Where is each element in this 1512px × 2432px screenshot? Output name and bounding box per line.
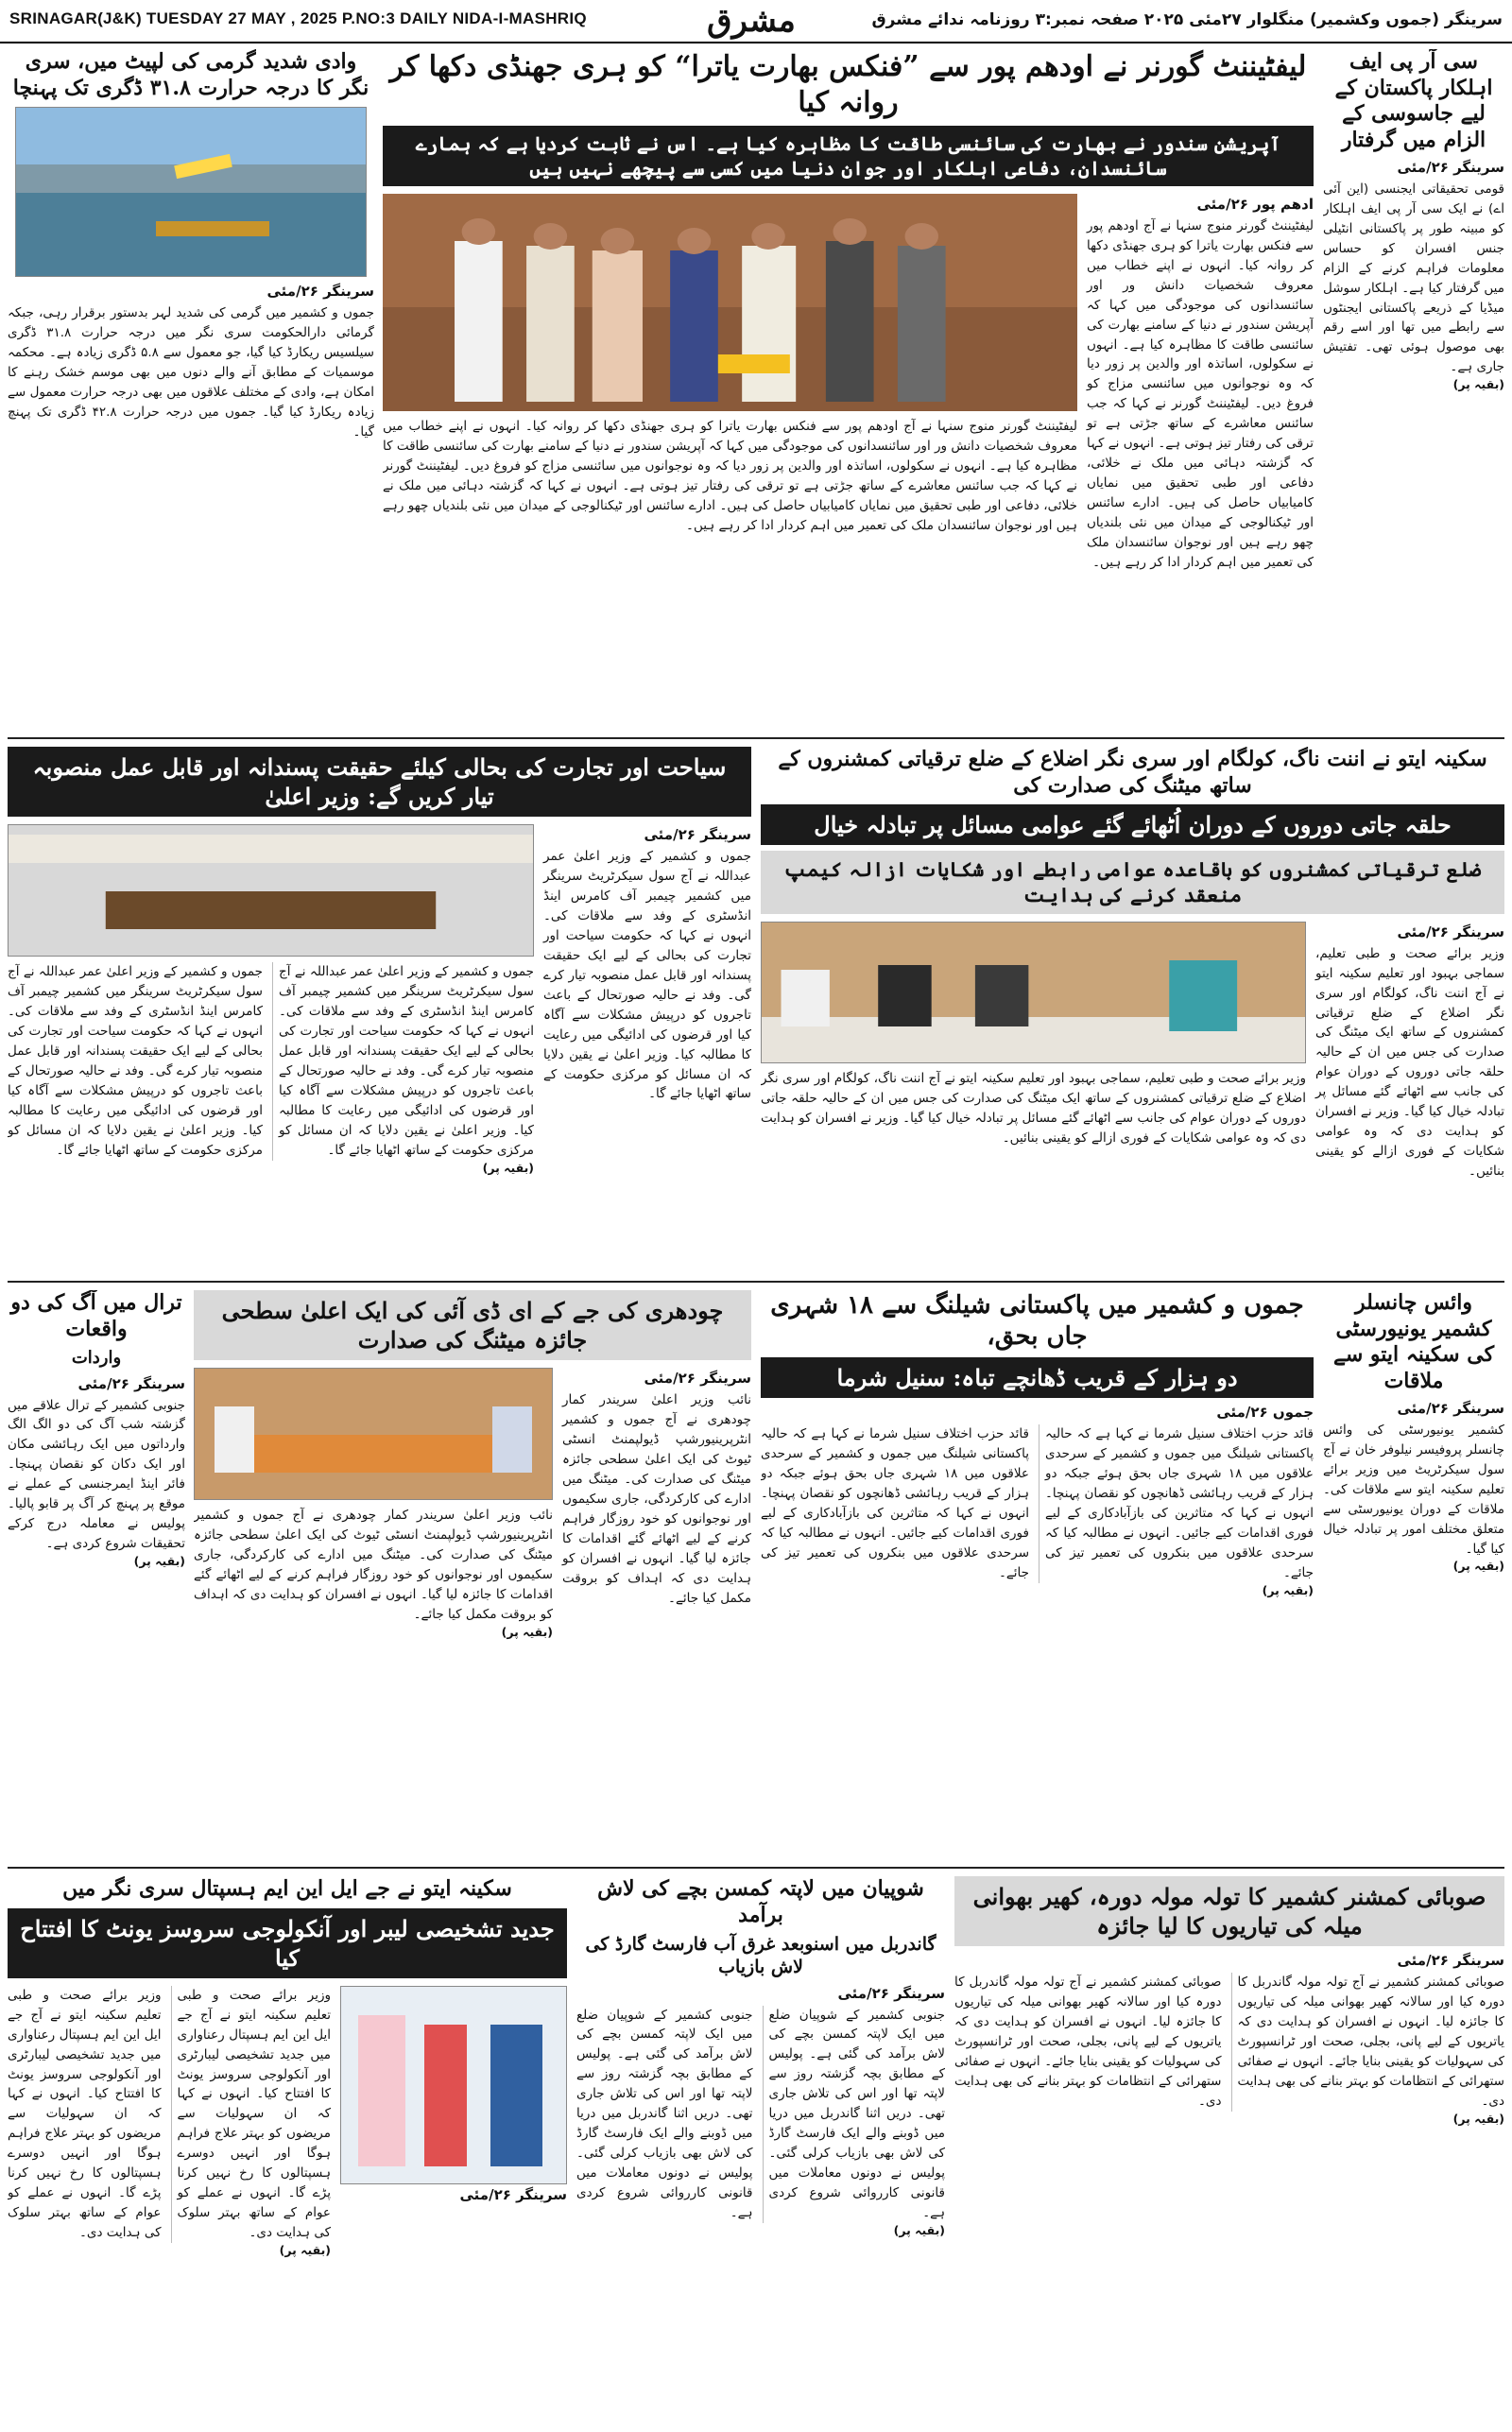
masthead-dateline-english: SRINAGAR(J&K) TUESDAY 27 MAY , 2025 P.NO:3 DAILY NIDA-I-MASHRIQ <box>9 9 587 27</box>
headline-top: سکینہ ایتو نے جے ایل این ایم ہسپتال سری نگر میں <box>62 1876 512 1901</box>
story-lead-lg <box>383 49 1314 730</box>
dateline: سرینگر ۲۶/مئی <box>266 283 374 300</box>
story-jlnm <box>8 1876 567 2424</box>
story-shelling <box>761 1290 1314 1857</box>
story-body-continued: نائب وزیر اعلیٰ سریندر کمار چودھری نے آج جموں و کشمیر انٹرپرینیورشپ ڈیولپمنٹ انسٹی ٹیوٹ کی ایک اعلیٰ سطحی جائزہ میٹنگ کی صدارت کی۔ میٹنگ میں ادارے کی کارکردگی، جاری سکیموں اور نوجوانوں کو خود روزگار فراہم کرنے کے لیے اٹھائے گئے اقدامات کا جائزہ لیا گیا۔ انہوں نے افسران کو ہدایت دی کہ اہداف کو بروقت مکمل کیا جائے۔ <box>194 1508 553 1622</box>
story-body: جموں و کشمیر میں گرمی کی شدید لہر بدستور برقرار رہی، جبکہ گرمائی دارالحکومت سری نگر میں درجہ حرارت ۳۱.۸ ڈگری سیلسیس ریکارڈ کیا گیا، جو معمول سے ۵.۸ ڈگری زیادہ ہے۔ محکمہ موسمیات کے مطابق آنے والے دنوں میں بھی موسم خشک رہنے کا امکان ہے، وادی کے مختلف علاقوں میں بھی درجہ حرارت معمول سے زیادہ ریکارڈ کیا گیا۔ جموں میں درجہ حرارت ۴۲.۸ ڈگری تک پہنچ گیا۔ <box>8 305 374 440</box>
dateline: سرینگر ۲۶/مئی <box>1397 1952 1504 1970</box>
headline-top: سکینہ ایتو نے اننت ناگ، کولگام اور سری نگر اضلاع کے ضلع ترقیاتی کمشنروں کے ساتھ میٹنگ کی صدارت کی <box>778 747 1487 798</box>
newspaper-logo: مشرق <box>707 2 796 40</box>
headline: شوپیان میں لاپتہ کمسن بچے کی لاش برآمد <box>597 1876 924 1927</box>
dateline: سرینگر ۲۶/مئی <box>1397 923 1504 940</box>
dateline: سرینگر ۲۶/مئی <box>644 1370 751 1388</box>
story-body: صوبائی کمشنر کشمیر نے آج تولہ مولہ گاندربل کا دورہ کیا اور سالانہ کھیر بھوانی میلہ کی تیاریوں کا جائزہ لیا۔ انہوں نے افسران کو ہدایت دی کہ یاتریوں کے لیے پانی، بجلی، صحت اور ٹرانسپورٹ کی سہولیات کو یقینی بنایا جائے۔ انہوں نے صفائی ستھرائی کے انتظامات کو بہتر بنانے کی بھی ہدایت دی۔ <box>1231 1973 1505 2111</box>
dateline: سرینگر ۲۶/مئی <box>644 826 751 844</box>
dateline: جموں ۲۶/مئی <box>1216 1404 1314 1422</box>
jkedi-meeting-photo <box>194 1368 553 1500</box>
story-ddc-chowdhary <box>194 1290 751 1857</box>
story-body-continued: صوبائی کمشنر کشمیر نے آج تولہ مولہ گاندربل کا دورہ کیا اور سالانہ کھیر بھوانی میلہ کی تیاریوں کا جائزہ لیا۔ انہوں نے افسران کو ہدایت دی کہ یاتریوں کے لیے پانی، بجلی، صحت اور ٹرانسپورٹ کی سہولیات کو یقینی بنایا جائے۔ انہوں نے صفائی ستھرائی کے انتظامات کو بہتر بنانے کی بھی ہدایت دی۔ <box>954 1975 1222 2109</box>
story-body: قائد حزب اختلاف سنیل شرما نے کہا ہے کہ حالیہ پاکستانی شیلنگ میں جموں و کشمیر کے سرحدی علاقوں میں ۱۸ شہری جاں بحق ہوئے جبکہ دو ہزار کے قریب رہائشی ڈھانچوں کو نقصان پہنچا۔ انہوں نے کہا کہ متاثرین کی بازآبادکاری کے لیے فوری اقدامات کیے جائیں۔ انہوں نے مطالبہ کیا کہ سرحدی علاقوں میں بنکروں کی تعمیر تیز کی جائے۔ <box>1039 1424 1314 1582</box>
subhead: ضلع ترقیاتی کمشنروں کو باقاعدہ عوامی رابطے اور شکایات ازالہ کیمپ منعقد کرنے کی ہدایت <box>761 851 1504 914</box>
story-sakina-anantnag <box>761 747 1504 1271</box>
subhead: گاندربل میں اسنوبعد غرق آب فارسٹ گارڈ کی لاش بازیاب <box>585 1934 936 1977</box>
story-heatwave <box>8 49 374 730</box>
row-divider <box>8 1281 1504 1283</box>
story-tral-fire <box>8 1290 185 1857</box>
headline: سیاحت اور تجارت کی بحالی کیلئے حقیقت پسندانہ اور قابل عمل منصوبہ تیار کریں گے: وزیر اعلیٰ <box>8 747 751 817</box>
lead-headline: لیفٹیننٹ گورنر نے اودھم پور سے ”فنکس بھارت یاترا“ کو ہری جھنڈی دکھا کر روانہ کیا <box>389 50 1307 119</box>
continued-label: (بقیہ پر) <box>501 1624 553 1639</box>
continued-label: (بقیہ پر) <box>1452 377 1504 392</box>
jkedi-photo-image <box>195 1369 552 1500</box>
story-body-continued-2: جموں و کشمیر کے وزیر اعلیٰ عمر عبداللہ نے آج سول سیکرٹریٹ سرینگر میں کشمیر چیمبر آف کامرس اینڈ انڈسٹری کے وفد سے ملاقات کی۔ انہوں نے کہا کہ حکومت سیاحت اور تجارت کی بحالی کے لیے ایک حقیقت پسندانہ اور قابل عمل منصوبہ تیار کرے گی۔ وفد نے حالیہ صورتحال کے باعث تاجروں کو درپیش مشکلات سے آگاہ کیا اور قرضوں کی ادائیگی میں رعایت کا مطالبہ کیا۔ وزیر اعلیٰ نے یقین دلایا کہ ان مسائل کو مرکزی حکومت کے ساتھ اٹھایا جائے گا۔ <box>8 964 263 1158</box>
dateline: سرینگر ۲۶/مئی <box>459 2185 567 2203</box>
lead-photo <box>383 194 1077 411</box>
meeting-photo-image <box>762 923 1305 1063</box>
headline: چودھری کی جے کے ای ڈی آئی کی ایک اعلیٰ سطحی جائزہ میٹنگ کی صدارت <box>194 1290 751 1360</box>
meeting-photo <box>761 922 1306 1063</box>
masthead-dateline-urdu: سرینگر (جموں وکشمیر) منگلوار ۲۷مئی ۲۰۲۵ صفحہ نمبر:۳ روزنامہ ندائے مشرق <box>871 10 1503 29</box>
story-shopian <box>576 1876 945 2424</box>
story-body: جنوبی کشمیر کے شوپیان ضلع میں ایک لاپتہ کمسن بچے کی لاش برآمد کی گئی ہے۔ پولیس کے مطابق بچہ گزشتہ روز سے لاپتہ تھا اور اس کی تلاش جاری تھی۔ دریں اثنا گاندربل میں دریا میں ڈوبنے والے ایک فارسٹ گارڈ کی لاش بھی بازیاب کرلی گئی۔ پولیس نے دونوں معاملات میں قانونی کارروائی شروع کردی ہے۔ <box>763 2006 946 2223</box>
headline: ترال میں آگ کی دو واقعات <box>10 1290 182 1341</box>
jlnm-photo <box>340 1986 567 2184</box>
story-body-continued: لیفٹیننٹ گورنر منوج سنہا نے آج اودھم پور سے فنکس بھارت یاترا کو ہری جھنڈی دکھا کر روانہ کیا۔ انہوں نے اپنے خطاب میں معروف شخصیات دانش ور اور سائنسدانوں کی موجودگی میں کہا کہ آپریشن سندور نے دنیا کے سامنے بھارت کی سائنسی طاقت کا مظاہرہ کیا ہے۔ انہوں نے سکولوں، اساتذہ اور والدین پر زور دیا کہ وہ نوجوانوں میں سائنسی مزاج کو فروغ دیں۔ لیفٹیننٹ گورنر نے کہا کہ جب سائنس معاشرے کے ساتھ جڑتی ہے تو ترقی کی رفتار تیز ہوتی ہے۔ انہوں نے کہا کہ گزشتہ دہائی میں ملک نے خلائی، دفاعی اور طبی تحقیق میں نمایاں کامیابیاں حاصل کی ہیں۔ ادارے سائنس اور ٹیکنالوجی کے میدان میں نئی بلندیاں چھو رہے ہیں اور نوجوان سائنسدان ملک کی تعمیر میں اہم کردار ادا کر رہے ہیں۔ <box>383 419 1077 533</box>
continued-label: (بقیہ پر) <box>133 1553 185 1568</box>
story-div-com <box>954 1876 1504 2424</box>
dateline: سرینگر ۲۶/مئی <box>1397 1400 1504 1417</box>
row-divider <box>8 737 1504 739</box>
story-body: کشمیر یونیورسٹی کی وائس چانسلر پروفیسر نیلوفر خان نے آج سول سیکرٹریٹ میں وزیر برائے تعلیم سکینہ ایتو سے ملاقات کی۔ ملاقات کے دوران یونیورسٹی سے متعلق مختلف امور پر تبادلہ خیال کیا گیا۔ <box>1323 1423 1504 1557</box>
story-cm-meeting <box>8 747 751 1271</box>
dateline: ادھم پور ۲۶/مئی <box>1196 196 1314 213</box>
story-body-continued: قائد حزب اختلاف سنیل شرما نے کہا ہے کہ حالیہ پاکستانی شیلنگ میں جموں و کشمیر کے سرحدی علاقوں میں ۱۸ شہری جاں بحق ہوئے جبکہ دو ہزار کے قریب رہائشی ڈھانچوں کو نقصان پہنچا۔ انہوں نے کہا کہ متاثرین کی بازآبادکاری کے لیے فوری اقدامات کیے جائیں۔ انہوں نے مطالبہ کیا کہ سرحدی علاقوں میں بنکروں کی تعمیر تیز کی جائے۔ <box>761 1426 1029 1580</box>
lake-photo-image <box>15 108 366 277</box>
heatwave-photo <box>15 107 367 277</box>
kicker: واردات <box>71 1348 122 1368</box>
story-body-continued: وزیر برائے صحت و طبی تعلیم، سماجی بہبود اور تعلیم سکینہ ایتو نے آج اننت ناگ، کولگام اور سری نگر اضلاع کے ضلع ترقیاتی کمشنروں کے ساتھ ایک میٹنگ کی صدارت کی جس میں ان کے حالیہ حلقہ جاتی دوروں کے دوران عوام کی جانب سے اٹھائے گئے مسائل پر تبادلہ خیال کیا گیا۔ وزیر نے افسران کو ہدایت دی کہ وہ عوامی شکایات کے فوری ازالے کو یقینی بنائیں۔ <box>761 1070 1306 1146</box>
continued-label: (بقیہ پر) <box>1452 2111 1504 2126</box>
headline: صوبائی کمشنر کشمیر کا تولہ مولہ دورہ، کھیر بھوانی میلہ کی تیاریوں کا لیا جائزہ <box>954 1876 1504 1946</box>
subhead: دو ہزار کے قریب ڈھانچے تباہ: سنیل شرما <box>761 1357 1314 1398</box>
continued-label: (بقیہ پر) <box>1452 1559 1504 1574</box>
story-body: نائب وزیر اعلیٰ سریندر کمار چودھری نے آج جموں و کشمیر انٹرپرینیورشپ ڈیولپمنٹ انسٹی ٹیوٹ کی ایک اعلیٰ سطحی جائزہ میٹنگ کی صدارت کی۔ میٹنگ میں ادارے کی کارکردگی، جاری سکیموں اور نوجوانوں کو خود روزگار فراہم کرنے کے لیے اٹھائے گئے اقدامات کا جائزہ لیا گیا۔ انہوں نے افسران کو ہدایت دی کہ اہداف کو بروقت مکمل کیا جائے۔ <box>562 1392 751 1606</box>
continued-label: (بقیہ پر) <box>1262 1582 1314 1597</box>
dateline: سرینگر ۲۶/مئی <box>837 1984 945 2002</box>
jlnm-photo-image <box>340 1987 566 2184</box>
dateline: سرینگر ۲۶/مئی <box>77 1374 185 1392</box>
story-body: وزیر برائے صحت و طبی تعلیم سکینہ ایتو نے آج جے ایل این ایم ہسپتال رعناواری میں جدید تشخیصی لیبارٹری اور آنکولوجی سروسز یونٹ کا افتتاح کیا۔ انہوں نے کہا کہ ان سہولیات سے مریضوں کو بہتر علاج فراہم ہوگا اور انہیں دوسرے ہسپتالوں کا رخ نہیں کرنا پڑے گا۔ انہوں نے عملے کو عوام کے ساتھ بہتر سلوک کی ہدایت دی۔ <box>171 1986 332 2243</box>
headline: سی آر پی ایف اہلکار پاکستان کے لیے جاسوسی کے الزام میں گرفتار <box>1334 49 1493 152</box>
lead-photo-image <box>383 194 1077 411</box>
story-body-continued: جنوبی کشمیر کے شوپیان ضلع میں ایک لاپتہ کمسن بچے کی لاش برآمد کی گئی ہے۔ پولیس کے مطابق بچہ گزشتہ روز سے لاپتہ تھا اور اس کی تلاش جاری تھی۔ دریں اثنا گاندربل میں دریا میں ڈوبنے والے ایک فارسٹ گارڈ کی لاش بھی بازیاب کرلی گئی۔ پولیس نے دونوں معاملات میں قانونی کارروائی شروع کردی ہے۔ <box>576 2007 753 2220</box>
cm-meeting-photo-image <box>9 825 533 957</box>
story-vc-meeting <box>1323 1290 1504 1857</box>
story-body: لیفٹیننٹ گورنر منوج سنہا نے آج اودھم پور سے فنکس بھارت یاترا کو ہری جھنڈی دکھا کر روانہ کیا۔ انہوں نے اپنے خطاب میں معروف شخصیات دانش ور اور سائنسدانوں کی موجودگی میں کہا کہ آپریشن سندور نے دنیا کے سامنے بھارت کی سائنسی طاقت کا مظاہرہ کیا ہے۔ انہوں نے سکولوں، اساتذہ اور والدین پر زور دیا کہ وہ نوجوانوں میں سائنسی مزاج کو فروغ دیں۔ لیفٹیننٹ گورنر نے کہا کہ جب سائنس معاشرے کے ساتھ جڑتی ہے تو ترقی کی رفتار تیز ہوتی ہے۔ انہوں نے کہا کہ گزشتہ دہائی میں ملک نے خلائی، دفاعی اور طبی تحقیق میں نمایاں کامیابیاں حاصل کی ہیں۔ ادارے سائنس اور ٹیکنالوجی کے میدان میں نئی بلندیاں چھو رہے ہیں اور نوجوان سائنسدان ملک کی تعمیر میں اہم کردار ادا کر رہے ہیں۔ <box>1087 218 1314 570</box>
masthead <box>0 0 1512 43</box>
story-body-continued: وزیر برائے صحت و طبی تعلیم سکینہ ایتو نے آج جے ایل این ایم ہسپتال رعناواری میں جدید تشخیصی لیبارٹری اور آنکولوجی سروسز یونٹ کا افتتاح کیا۔ انہوں نے کہا کہ ان سہولیات سے مریضوں کو بہتر علاج فراہم ہوگا اور انہیں دوسرے ہسپتالوں کا رخ نہیں کرنا پڑے گا۔ انہوں نے عملے کو عوام کے ساتھ بہتر سلوک کی ہدایت دی۔ <box>8 1987 162 2240</box>
headline-main: جدید تشخیصی لیبر اور آنکولوجی سروسز یونٹ کا افتتاح کیا <box>8 1908 567 1978</box>
headline: وائس چانسلر کشمیر یونیورسٹی کی سکینہ ایتو سے ملاقات <box>1332 1290 1495 1393</box>
headline-main: حلقہ جاتی دوروں کے دوران اُٹھائے گئے عوامی مسائل پر تبادلہ خیال <box>761 804 1504 845</box>
headline: جموں و کشمیر میں پاکستانی شیلنگ سے ۱۸ شہری جاں بحق، <box>770 1291 1304 1351</box>
story-body-continued: جموں و کشمیر کے وزیر اعلیٰ عمر عبداللہ نے آج سول سیکرٹریٹ سرینگر میں کشمیر چیمبر آف کامرس اینڈ انڈسٹری کے وفد سے ملاقات کی۔ انہوں نے کہا کہ حکومت سیاحت اور تجارت کی بحالی کے لیے ایک حقیقت پسندانہ اور قابل عمل منصوبہ تیار کرے گی۔ وفد نے حالیہ صورتحال کے باعث تاجروں کو درپیش مشکلات سے آگاہ کیا اور قرضوں کی ادائیگی میں رعایت کا مطالبہ کیا۔ وزیر اعلیٰ نے یقین دلایا کہ ان مسائل کو مرکزی حکومت کے ساتھ اٹھایا جائے گا۔ <box>272 962 534 1160</box>
continued-label: (بقیہ پر) <box>482 1160 534 1175</box>
story-body: وزیر برائے صحت و طبی تعلیم، سماجی بہبود اور تعلیم سکینہ ایتو نے آج اننت ناگ، کولگام اور سری نگر اضلاع کے ضلع ترقیاتی کمشنروں کے ساتھ ایک میٹنگ کی صدارت کی جس میں ان کے حالیہ حلقہ جاتی دوروں کے دوران عوام کی جانب سے اٹھائے گئے مسائل پر تبادلہ خیال کیا گیا۔ وزیر نے افسران کو ہدایت دی کہ وہ عوامی شکایات کے فوری ازالے کو یقینی بنائیں۔ <box>1315 945 1504 1179</box>
row-divider <box>8 1867 1504 1869</box>
cm-meeting-photo <box>8 824 534 957</box>
story-body: قومی تحقیقاتی ایجنسی (این آئی اے) نے ایک سی آر پی ایف اہلکار کو مبینہ طور پر پاکستانی انٹیلی جنس افسران کو حساس معلومات فراہم کرنے کے الزام میں گرفتار کیا ہے۔ اہلکار سوشل میڈیا کے ذریعے پاکستانی ایجنٹوں سے رابطے میں تھا اور اسے رقم بھی موصول ہوئی تھی۔ تفتیش جاری ہے۔ <box>1323 181 1504 375</box>
story-body: جموں و کشمیر کے وزیر اعلیٰ عمر عبداللہ نے آج سول سیکرٹریٹ سرینگر میں کشمیر چیمبر آف کامرس اینڈ انڈسٹری کے وفد سے ملاقات کی۔ انہوں نے کہا کہ حکومت سیاحت اور تجارت کی بحالی کے لیے ایک حقیقت پسندانہ اور قابل عمل منصوبہ تیار کرے گی۔ وفد نے حالیہ صورتحال کے باعث تاجروں کو درپیش مشکلات سے آگاہ کیا اور قرضوں کی ادائیگی میں رعایت کا مطالبہ کیا۔ وزیر اعلیٰ نے یقین دلایا کہ ان مسائل کو مرکزی حکومت کے ساتھ اٹھایا جائے گا۔ <box>543 849 751 1102</box>
headline: وادی شدید گرمی کی لپیٹ میں، سری نگر کا درجہ حرارت ۳۱.۸ ڈگری تک پہنچا <box>12 49 369 100</box>
continued-label: (بقیہ پر) <box>893 2222 945 2237</box>
dateline: سرینگر ۲۶/مئی <box>1397 159 1504 176</box>
continued-label: (بقیہ پر) <box>279 2242 331 2257</box>
story-crpf-espionage <box>1323 49 1504 730</box>
story-body: جنوبی کشمیر کے ترال علاقے میں گزشتہ شب آگ کی دو الگ الگ وارداتوں میں ایک رہائشی مکان اور ایک دکان کو نقصان پہنچا۔ فائر اینڈ ایمرجنسی کے عملے نے موقع پر پہنچ کر آگ پر قابو پالیا۔ پولیس نے معاملہ درج کرکے تحقیقات شروع کردی ہے۔ <box>8 1397 185 1551</box>
lead-subhead: آپریشن سندور نے بھارت کی سائنسی طاقت کا مظاہرہ کیا ہے۔ اس نے ثابت کردیا ہے کہ ہمارے سائنسدان، دفاعی اہلکار اور جوان دنیا میں کسی سے پیچھے نہیں ہیں <box>383 126 1314 186</box>
